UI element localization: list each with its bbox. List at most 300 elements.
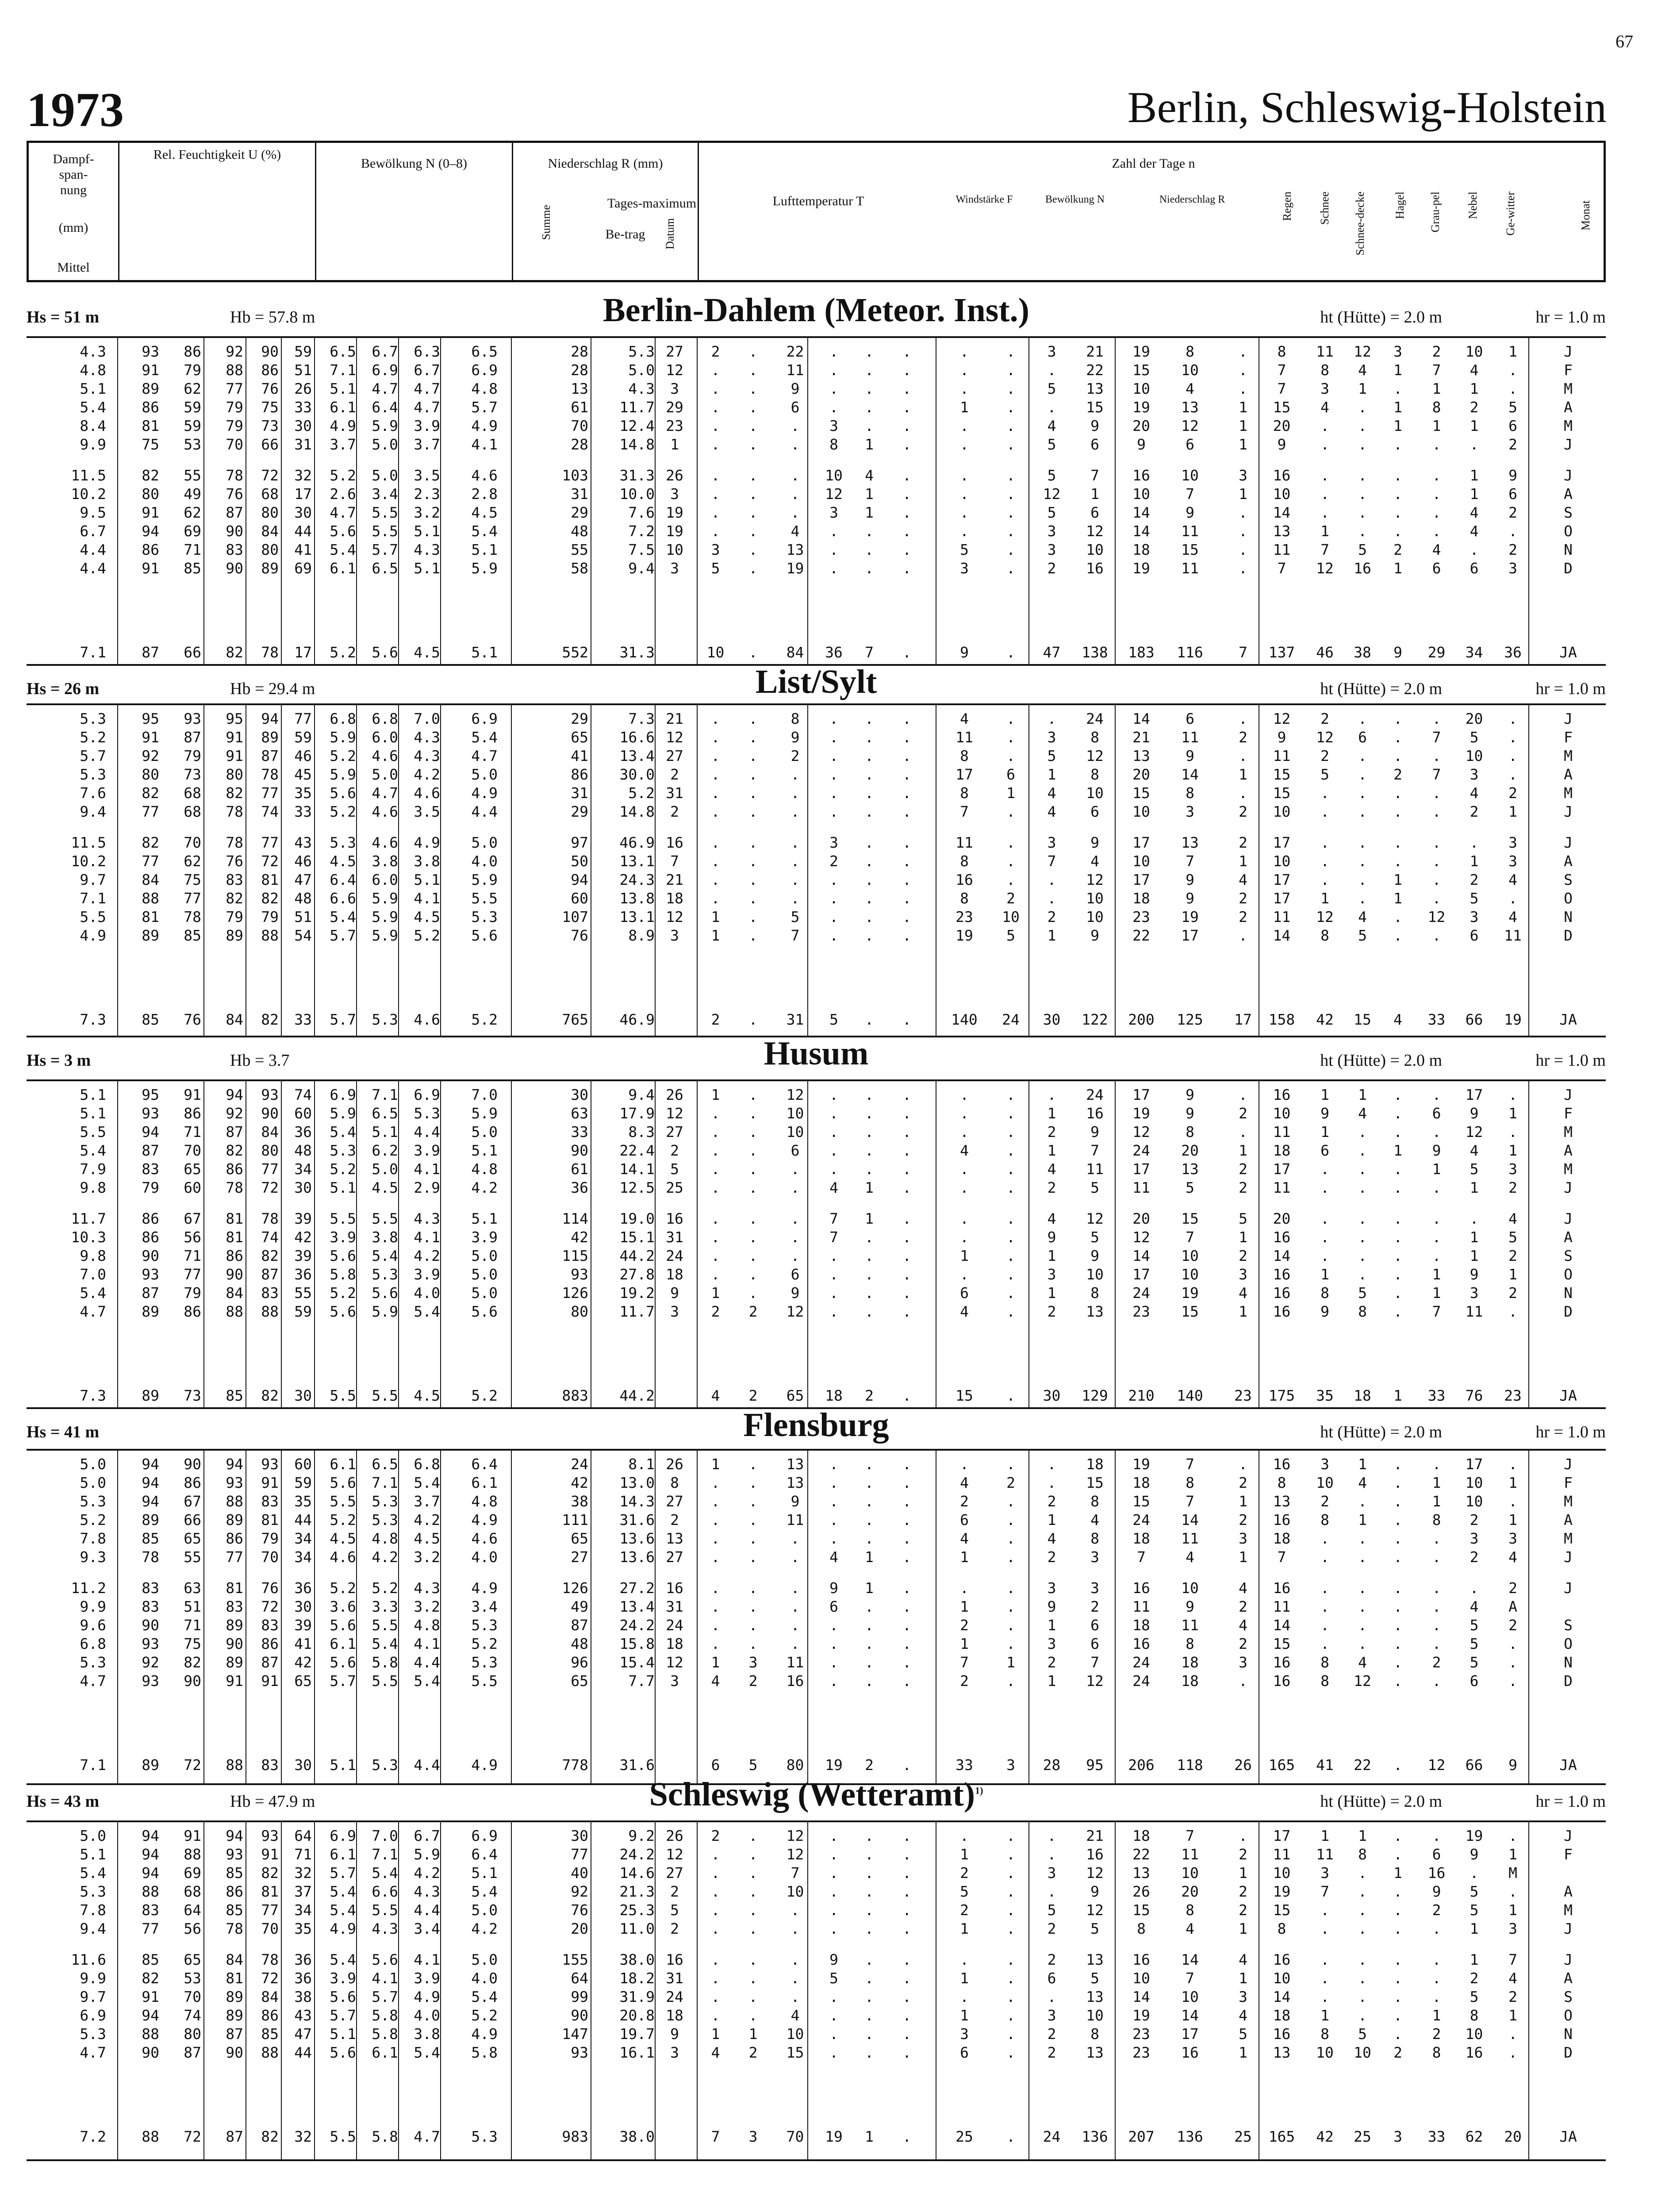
table-cell: 88 bbox=[142, 1883, 159, 1900]
table-cell: 5.2 bbox=[330, 747, 356, 764]
table-cell: 86 bbox=[261, 1635, 279, 1652]
table-row bbox=[27, 435, 1606, 454]
table-cell: 55 bbox=[294, 1284, 312, 1302]
station-table bbox=[27, 1820, 1606, 2161]
table-cell: O bbox=[1564, 1266, 1573, 1283]
table-cell: . bbox=[1358, 436, 1367, 453]
table-cell: 15 bbox=[786, 2044, 804, 2061]
table-cell: 85 bbox=[226, 1387, 243, 1404]
table-cell: 3 bbox=[1320, 380, 1329, 397]
table-cell: . bbox=[902, 1530, 911, 1547]
table-cell: . bbox=[1508, 1123, 1517, 1141]
table-cell: . bbox=[1393, 1883, 1402, 1900]
table-cell: 5.0 bbox=[80, 1474, 106, 1491]
table-cell: 1 bbox=[1470, 1247, 1479, 1264]
table-cell: 4 bbox=[1239, 2007, 1247, 2024]
table-cell: 6 bbox=[1432, 1846, 1441, 1863]
table-cell: 118 bbox=[1177, 1756, 1203, 1774]
table-cell: 19 bbox=[1132, 1105, 1150, 1122]
table-cell: 7.3 bbox=[628, 710, 655, 727]
table-cell: . bbox=[711, 890, 720, 907]
table-cell: 5.1 bbox=[471, 1142, 498, 1159]
table-cell: 18 bbox=[1132, 890, 1150, 907]
table-cell: 94 bbox=[571, 871, 588, 888]
table-cell: . bbox=[1006, 1142, 1015, 1159]
table-row bbox=[27, 1104, 1606, 1123]
table-cell: 59 bbox=[184, 399, 201, 416]
table-cell: S bbox=[1564, 1988, 1573, 2005]
table-cell: 23 bbox=[666, 417, 683, 434]
table-cell: . bbox=[1393, 1951, 1402, 1968]
table-cell: 16.1 bbox=[619, 2044, 655, 2061]
table-cell: 1 bbox=[865, 436, 874, 453]
table-cell: 9 bbox=[1090, 1247, 1099, 1264]
table-cell: . bbox=[790, 766, 800, 783]
table-cell: 3 bbox=[960, 2025, 969, 2043]
table-cell: 68 bbox=[184, 784, 201, 802]
table-cell: 26 bbox=[294, 380, 312, 397]
table-cell: 3.2 bbox=[414, 1548, 440, 1566]
table-cell: 4 bbox=[1186, 1548, 1194, 1566]
table-cell: 4.1 bbox=[372, 1970, 398, 1987]
table-cell: . bbox=[1006, 436, 1015, 453]
table-cell: 74 bbox=[294, 1086, 312, 1103]
table-cell: J bbox=[1564, 1179, 1573, 1196]
table-cell: . bbox=[960, 522, 969, 540]
table-cell: 13.4 bbox=[619, 1598, 655, 1615]
table-cell: 4 bbox=[1432, 541, 1441, 558]
table-cell: 5.7 bbox=[330, 1011, 356, 1028]
table-cell: 3 bbox=[1508, 1920, 1517, 1937]
table-cell: 16 bbox=[1273, 1672, 1291, 1690]
table-cell: 1 bbox=[1239, 1142, 1247, 1159]
table-cell: . bbox=[1320, 485, 1329, 503]
table-cell: . bbox=[1006, 1229, 1015, 1246]
table-cell: . bbox=[829, 766, 838, 783]
table-cell: . bbox=[960, 1086, 969, 1103]
table-cell: 4.9 bbox=[471, 784, 498, 802]
table-cell: . bbox=[960, 1160, 969, 1178]
table-cell: . bbox=[1432, 853, 1441, 870]
table-cell: 43 bbox=[294, 834, 312, 851]
table-cell: 49 bbox=[184, 485, 201, 503]
table-cell: 70 bbox=[261, 1548, 279, 1566]
table-cell: 7 bbox=[1186, 853, 1194, 870]
table-cell: . bbox=[865, 1951, 874, 1968]
table-cell: 12 bbox=[666, 908, 683, 926]
table-cell: 94 bbox=[142, 2007, 159, 2024]
table-cell: 4.0 bbox=[471, 1970, 498, 1987]
table-cell: 26 bbox=[666, 1086, 683, 1103]
table-cell: 9 bbox=[1470, 1105, 1479, 1122]
table-cell: 86 bbox=[226, 1247, 243, 1264]
table-cell: 5.9 bbox=[330, 729, 356, 746]
table-cell: 10 bbox=[1181, 1247, 1199, 1264]
table-cell: 5.3 bbox=[414, 1105, 440, 1122]
table-cell: 7 bbox=[1186, 1493, 1194, 1510]
table-cell: . bbox=[902, 417, 911, 434]
table-cell: 4 bbox=[1508, 1548, 1517, 1566]
table-cell: . bbox=[748, 1883, 758, 1900]
table-cell: 12 bbox=[1086, 1210, 1104, 1227]
table-cell: 4 bbox=[960, 1303, 969, 1320]
table-cell: 5.3 bbox=[372, 1266, 398, 1283]
table-cell: 129 bbox=[1082, 1387, 1108, 1404]
table-cell: 9.7 bbox=[80, 871, 106, 888]
table-cell: . bbox=[902, 644, 911, 661]
table-cell: . bbox=[829, 560, 838, 577]
table-cell: 16 bbox=[1132, 1951, 1150, 1968]
table-cell: 61 bbox=[571, 399, 588, 416]
table-cell: . bbox=[1432, 436, 1441, 453]
table-cell: 62 bbox=[1465, 2128, 1483, 2145]
table-cell: 2 bbox=[1508, 784, 1517, 802]
table-cell: . bbox=[1470, 1210, 1479, 1227]
table-cell: 18 bbox=[1273, 1530, 1291, 1547]
table-row bbox=[27, 1882, 1606, 1901]
table-cell: 9 bbox=[1090, 1123, 1099, 1141]
table-cell: 81 bbox=[142, 417, 159, 434]
table-cell: 6 bbox=[1047, 1970, 1056, 1987]
table-cell: 1 bbox=[1358, 1511, 1367, 1528]
table-cell: 11 bbox=[1273, 1846, 1291, 1863]
table-cell: 2 bbox=[1047, 908, 1056, 926]
table-cell: 3.8 bbox=[414, 853, 440, 870]
table-cell: . bbox=[1393, 522, 1402, 540]
table-cell: . bbox=[1393, 1210, 1402, 1227]
table-cell: 4.4 bbox=[471, 803, 498, 820]
table-cell: . bbox=[865, 1474, 874, 1491]
table-cell: . bbox=[1006, 2025, 1015, 2043]
table-cell: 54 bbox=[294, 927, 312, 944]
table-cell: . bbox=[902, 729, 911, 746]
table-cell: 77 bbox=[226, 380, 243, 397]
table-cell: 61 bbox=[571, 1160, 588, 1178]
table-cell: . bbox=[1006, 747, 1015, 764]
table-row bbox=[27, 784, 1606, 803]
table-cell: 66 bbox=[261, 436, 279, 453]
table-cell: 15 bbox=[1132, 1901, 1150, 1919]
table-cell: 5.6 bbox=[330, 1988, 356, 2005]
table-cell: 5.3 bbox=[80, 1493, 106, 1510]
table-cell: 82 bbox=[226, 644, 243, 661]
table-cell: . bbox=[1006, 1617, 1015, 1634]
table-cell: 5.1 bbox=[80, 1105, 106, 1122]
table-cell: 2 bbox=[1239, 1846, 1247, 1863]
table-cell: . bbox=[902, 710, 911, 727]
table-row bbox=[27, 485, 1606, 503]
table-cell: 42 bbox=[571, 1474, 588, 1491]
table-cell: 18 bbox=[1354, 1387, 1371, 1404]
table-cell: 76 bbox=[184, 1011, 201, 1028]
table-cell: 4 bbox=[1358, 1654, 1367, 1671]
table-cell: 83 bbox=[142, 1901, 159, 1919]
table-cell: 4.6 bbox=[471, 1530, 498, 1547]
table-cell: 7 bbox=[865, 644, 874, 661]
table-cell: 1 bbox=[1432, 1266, 1441, 1283]
table-cell: 13 bbox=[1086, 1988, 1104, 2005]
table-row bbox=[27, 541, 1606, 559]
table-cell: 4.9 bbox=[471, 417, 498, 434]
table-cell: . bbox=[1393, 1579, 1402, 1597]
table-cell: 11 bbox=[1316, 1846, 1334, 1863]
table-cell: . bbox=[829, 803, 838, 820]
table-cell: . bbox=[1508, 1303, 1517, 1320]
annual-row bbox=[27, 2128, 1606, 2146]
table-cell: 11.7 bbox=[71, 1210, 106, 1227]
table-cell: . bbox=[790, 1579, 800, 1597]
table-cell: 66 bbox=[1465, 1011, 1483, 1028]
table-cell: 2 bbox=[1047, 1123, 1056, 1141]
table-cell: 8 bbox=[1090, 1493, 1099, 1510]
table-cell: 56 bbox=[184, 1229, 201, 1246]
table-cell: 5.2 bbox=[471, 1635, 498, 1652]
table-cell: 4 bbox=[865, 467, 874, 484]
table-row bbox=[27, 1265, 1606, 1284]
table-cell: . bbox=[1432, 1530, 1441, 1547]
table-row bbox=[27, 1529, 1606, 1548]
table-cell: 4.5 bbox=[330, 853, 356, 870]
table-cell: 3.4 bbox=[414, 1920, 440, 1937]
table-cell: . bbox=[748, 1635, 758, 1652]
table-cell: 6.9 bbox=[471, 361, 498, 379]
table-cell: . bbox=[711, 1266, 720, 1283]
table-cell: . bbox=[711, 467, 720, 484]
table-cell: . bbox=[865, 541, 874, 558]
table-cell: 27 bbox=[666, 1493, 683, 1510]
table-cell: 79 bbox=[184, 361, 201, 379]
table-cell: 8 bbox=[1470, 2007, 1479, 2024]
table-cell: 11 bbox=[1132, 1179, 1150, 1196]
table-cell: 16 bbox=[1086, 560, 1104, 577]
table-cell: . bbox=[1508, 1455, 1517, 1473]
table-cell: 1 bbox=[1432, 380, 1441, 397]
table-cell: . bbox=[748, 1827, 758, 1844]
table-cell: 13.0 bbox=[619, 1474, 655, 1491]
table-cell: 10 bbox=[1273, 853, 1291, 870]
table-cell: . bbox=[1432, 803, 1441, 820]
table-cell: 93 bbox=[571, 2044, 588, 2061]
table-cell: 87 bbox=[261, 747, 279, 764]
table-cell: 15 bbox=[1273, 1901, 1291, 1919]
table-cell: 77 bbox=[571, 1846, 588, 1863]
station-table bbox=[27, 336, 1606, 666]
table-row bbox=[27, 398, 1606, 417]
table-cell bbox=[657, 1756, 692, 1774]
table-cell: . bbox=[790, 871, 800, 888]
table-cell: 122 bbox=[1082, 1011, 1108, 1028]
table-cell: . bbox=[1393, 1635, 1402, 1652]
table-cell: 44 bbox=[294, 522, 312, 540]
table-cell: 82 bbox=[184, 1654, 201, 1671]
table-cell: . bbox=[1393, 1247, 1402, 1264]
table-cell: 1 bbox=[1047, 1142, 1056, 1159]
table-cell: . bbox=[1320, 871, 1329, 888]
table-cell: . bbox=[711, 1105, 720, 1122]
table-cell: 76 bbox=[226, 485, 243, 503]
table-cell: 41 bbox=[571, 747, 588, 764]
table-cell: 4.0 bbox=[414, 1284, 440, 1302]
table-cell: 10 bbox=[1181, 1988, 1199, 2005]
table-cell: . bbox=[902, 803, 911, 820]
table-cell: 10 bbox=[786, 1123, 804, 1141]
table-cell: 13.1 bbox=[619, 908, 655, 926]
table-cell: 87 bbox=[226, 2128, 243, 2145]
table-cell: 31 bbox=[666, 1598, 683, 1615]
table-cell: . bbox=[1358, 1970, 1367, 1987]
table-cell: 4 bbox=[1239, 871, 1247, 888]
table-cell: 5.7 bbox=[330, 1672, 356, 1690]
table-cell: . bbox=[1358, 1988, 1367, 2005]
station-ht: ht (Hütte) = 2.0 m bbox=[1320, 308, 1442, 326]
table-cell: 3 bbox=[670, 560, 679, 577]
table-cell: . bbox=[865, 1511, 874, 1528]
table-cell: M bbox=[1564, 1901, 1573, 1919]
table-cell: 3 bbox=[1470, 908, 1479, 926]
table-cell: 125 bbox=[1177, 1011, 1203, 1028]
table-cell: 10 bbox=[1086, 784, 1104, 802]
station-name: Husum bbox=[764, 1035, 869, 1072]
table-cell: 93 bbox=[261, 1086, 279, 1103]
table-cell: 2 bbox=[1393, 541, 1402, 558]
table-cell: 16 bbox=[1132, 467, 1150, 484]
table-cell: 89 bbox=[226, 1511, 243, 1528]
table-cell: 55 bbox=[184, 1548, 201, 1566]
table-cell: 13 bbox=[1181, 834, 1199, 851]
table-cell: 75 bbox=[261, 399, 279, 416]
table-cell: 5.9 bbox=[471, 1105, 498, 1122]
table-cell: 13 bbox=[1273, 2044, 1291, 2061]
table-cell: 15 bbox=[1132, 784, 1150, 802]
table-cell: . bbox=[1393, 1654, 1402, 1671]
table-cell: 6 bbox=[1186, 710, 1194, 727]
table-cell: 6.3 bbox=[414, 343, 440, 360]
table-cell: 31.9 bbox=[619, 1988, 655, 2005]
table-cell: 1 bbox=[1358, 380, 1367, 397]
table-cell: . bbox=[960, 417, 969, 434]
table-cell: . bbox=[748, 766, 758, 783]
table-cell: 103 bbox=[562, 467, 588, 484]
table-cell: 1 bbox=[1047, 1672, 1056, 1690]
table-cell: 78 bbox=[184, 908, 201, 926]
table-cell: 84 bbox=[786, 644, 804, 661]
table-cell: . bbox=[1006, 2128, 1015, 2145]
table-cell: . bbox=[1432, 871, 1441, 888]
table-cell: 8 bbox=[1432, 399, 1441, 416]
table-cell: . bbox=[902, 1387, 911, 1404]
table-cell: 33 bbox=[571, 1123, 588, 1141]
table-cell: . bbox=[902, 890, 911, 907]
table-cell: 10 bbox=[1316, 2044, 1334, 2061]
table-cell: 1 bbox=[711, 927, 720, 944]
table-cell: 36 bbox=[571, 1179, 588, 1196]
table-cell: . bbox=[829, 784, 838, 802]
table-cell: 12 bbox=[1427, 908, 1446, 926]
table-cell: 19 bbox=[1132, 1455, 1150, 1473]
table-cell: . bbox=[1239, 343, 1247, 360]
table-cell: 87 bbox=[184, 2044, 201, 2061]
table-cell: 94 bbox=[226, 1827, 243, 1844]
table-cell: . bbox=[865, 1920, 874, 1937]
table-cell: 93 bbox=[142, 343, 159, 360]
table-cell: 1 bbox=[1239, 853, 1247, 870]
table-cell: 11 bbox=[1181, 1846, 1199, 1863]
table-cell: . bbox=[902, 927, 911, 944]
table-cell: 12 bbox=[786, 1827, 804, 1844]
table-cell: 79 bbox=[261, 908, 279, 926]
table-cell: . bbox=[1393, 1901, 1402, 1919]
table-cell: 5 bbox=[1470, 729, 1479, 746]
table-cell: 59 bbox=[294, 1474, 312, 1491]
table-cell: 13 bbox=[1086, 1951, 1104, 1968]
table-cell: 94 bbox=[142, 1846, 159, 1863]
table-cell: 10 bbox=[1354, 2044, 1371, 2061]
table-cell: 2 bbox=[1508, 1579, 1517, 1597]
table-cell: . bbox=[829, 361, 838, 379]
table-cell: 16 bbox=[1132, 1635, 1150, 1652]
table-cell: 39 bbox=[294, 1247, 312, 1264]
table-cell: 10 bbox=[1086, 908, 1104, 926]
table-cell: 2 bbox=[829, 853, 838, 870]
table-cell: . bbox=[711, 1951, 720, 1968]
table-cell: 9 bbox=[1320, 1105, 1329, 1122]
table-cell: . bbox=[790, 1210, 800, 1227]
table-cell: 6.9 bbox=[330, 1827, 356, 1844]
table-cell: 1 bbox=[711, 1654, 720, 1671]
table-cell: 21 bbox=[666, 710, 683, 727]
table-cell: 8 bbox=[1277, 1920, 1286, 1937]
table-cell: 3 bbox=[670, 380, 679, 397]
table-cell: 47 bbox=[294, 871, 312, 888]
table-cell: 32 bbox=[294, 1864, 312, 1882]
table-cell: 26 bbox=[1234, 1756, 1252, 1774]
table-cell: 8 bbox=[1320, 2025, 1329, 2043]
table-cell: 78 bbox=[226, 834, 243, 851]
table-cell: 1 bbox=[960, 1846, 969, 1863]
table-cell: 91 bbox=[261, 1846, 279, 1863]
table-cell: 5.0 bbox=[471, 1123, 498, 1141]
table-cell: 5.0 bbox=[372, 436, 398, 453]
table-cell: 5 bbox=[1006, 927, 1015, 944]
table-cell: 7.1 bbox=[80, 644, 106, 661]
table-cell: . bbox=[1358, 1247, 1367, 1264]
table-cell: 77 bbox=[226, 1548, 243, 1566]
table-cell: 12 bbox=[1086, 871, 1104, 888]
table-cell: . bbox=[748, 1011, 758, 1028]
table-cell: . bbox=[1006, 1284, 1015, 1302]
table-cell: JA bbox=[1559, 1011, 1577, 1028]
table-cell: 46.9 bbox=[619, 1011, 655, 1028]
table-row bbox=[27, 1141, 1606, 1160]
table-cell: 39 bbox=[294, 1210, 312, 1227]
table-cell: . bbox=[748, 1598, 758, 1615]
table-cell: . bbox=[1432, 467, 1441, 484]
table-cell: 24.3 bbox=[619, 871, 655, 888]
table-cell: 16 bbox=[1354, 560, 1371, 577]
table-cell: 10 bbox=[825, 467, 843, 484]
table-cell: . bbox=[1393, 1970, 1402, 1987]
table-cell: 29 bbox=[666, 399, 683, 416]
table-cell: . bbox=[748, 541, 758, 558]
table-cell: . bbox=[790, 1970, 800, 1987]
table-cell: 43 bbox=[294, 2007, 312, 2024]
table-cell: 4.2 bbox=[471, 1920, 498, 1937]
table-cell: . bbox=[711, 766, 720, 783]
table-cell: . bbox=[1006, 871, 1015, 888]
table-cell: 22 bbox=[1132, 1846, 1150, 1863]
table-cell: 5 bbox=[1470, 1654, 1479, 1671]
table-cell: 76 bbox=[1465, 1387, 1483, 1404]
